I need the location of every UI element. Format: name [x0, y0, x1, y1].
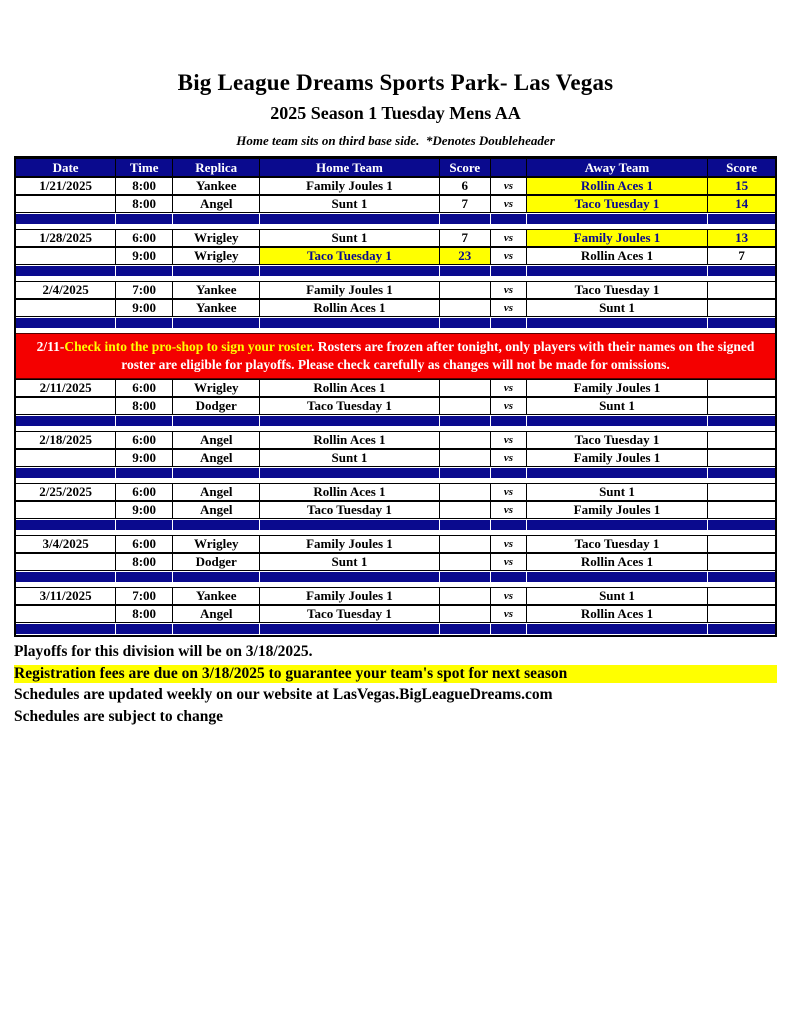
spacer-row: [16, 467, 775, 479]
vs-label: vs: [491, 483, 527, 501]
home-score: 7: [440, 229, 492, 247]
game-replica: Dodger: [173, 397, 260, 415]
game-date: 2/18/2025: [16, 431, 116, 449]
page-title: Big League Dreams Sports Park- Las Vegas: [177, 70, 614, 95]
home-score: [440, 281, 492, 299]
game-date: 2/4/2025: [16, 281, 116, 299]
header-away-team: Away Team: [527, 158, 708, 177]
page-subtitle: 2025 Season 1 Tuesday Mens AA: [270, 103, 521, 123]
game-replica: Yankee: [173, 587, 260, 605]
game-row: [16, 281, 775, 299]
away-score-winner: 14: [708, 195, 775, 213]
game-row: [16, 195, 775, 213]
game-replica: Angel: [173, 195, 260, 213]
game-date: 1/21/2025: [16, 177, 116, 195]
game-time: 6:00: [116, 431, 173, 449]
registration-note: Registration fees are due on 3/18/2025 to guarantee your team's spot for next season: [14, 665, 777, 684]
game-date: [16, 299, 116, 317]
website-note: Schedules are updated weekly on our website at LasVegas.BigLeagueDreams.com: [14, 686, 553, 704]
away-team: Sunt 1: [527, 299, 708, 317]
away-score: [708, 553, 775, 571]
away-team: Rollin Aces 1: [527, 605, 708, 623]
vs-label: vs: [491, 195, 527, 213]
game-row: [16, 449, 775, 467]
spacer-row: [16, 519, 775, 531]
away-score-winner: 13: [708, 229, 775, 247]
away-score: [708, 449, 775, 467]
game-row: [16, 605, 775, 623]
home-score: [440, 299, 492, 317]
schedule-note: Home team sits on third base side. *Denotes Doubleheader: [236, 133, 555, 148]
game-replica: Angel: [173, 605, 260, 623]
away-team: Taco Tuesday 1: [527, 431, 708, 449]
game-date: 3/11/2025: [16, 587, 116, 605]
game-time: 9:00: [116, 299, 173, 317]
game-time: 6:00: [116, 535, 173, 553]
vs-label: vs: [491, 587, 527, 605]
game-replica: Yankee: [173, 177, 260, 195]
away-team: Rollin Aces 1: [527, 247, 708, 265]
home-team: Sunt 1: [260, 449, 439, 467]
vs-label: vs: [491, 177, 527, 195]
game-replica: Yankee: [173, 281, 260, 299]
home-score: [440, 397, 492, 415]
game-row: [16, 501, 775, 519]
header-home-score: Score: [440, 158, 492, 177]
subject-to-change-note: Schedules are subject to change: [14, 708, 223, 726]
vs-label: vs: [491, 535, 527, 553]
away-team-winner: Taco Tuesday 1: [527, 195, 708, 213]
game-replica: Angel: [173, 501, 260, 519]
home-team: Rollin Aces 1: [260, 379, 439, 397]
away-score: 7: [708, 247, 775, 265]
game-replica: Yankee: [173, 299, 260, 317]
away-score: [708, 281, 775, 299]
home-team: Sunt 1: [260, 229, 439, 247]
game-row: [16, 483, 775, 501]
vs-label: vs: [491, 605, 527, 623]
home-score: [440, 501, 492, 519]
spacer-row: [16, 623, 775, 635]
vs-label: vs: [491, 501, 527, 519]
away-team: Rollin Aces 1: [527, 553, 708, 571]
home-score: 7: [440, 195, 492, 213]
home-score: 6: [440, 177, 492, 195]
game-time: 9:00: [116, 449, 173, 467]
game-date: 2/25/2025: [16, 483, 116, 501]
banner-highlight-text: Check into the pro-shop to sign your roster: [64, 339, 312, 354]
home-team: Rollin Aces 1: [260, 431, 439, 449]
home-score: [440, 379, 492, 397]
spacer-row: [16, 213, 775, 225]
game-time: 6:00: [116, 483, 173, 501]
home-team: Sunt 1: [260, 195, 439, 213]
vs-label: vs: [491, 299, 527, 317]
game-replica: Angel: [173, 431, 260, 449]
home-team-winner: Taco Tuesday 1: [260, 247, 439, 265]
header-away-score: Score: [708, 158, 775, 177]
home-team: Rollin Aces 1: [260, 483, 439, 501]
footer-notes: [0, 643, 791, 728]
game-time: 6:00: [116, 229, 173, 247]
header-replica: Replica: [173, 158, 260, 177]
game-replica: Angel: [173, 483, 260, 501]
away-score: [708, 299, 775, 317]
home-team: Family Joules 1: [260, 177, 439, 195]
away-team: Sunt 1: [527, 587, 708, 605]
game-date: [16, 195, 116, 213]
game-date: [16, 605, 116, 623]
spacer-row: [16, 265, 775, 277]
header-time: Time: [116, 158, 173, 177]
game-time: 9:00: [116, 501, 173, 519]
header-vs: [491, 158, 527, 177]
game-date: [16, 247, 116, 265]
game-replica: Wrigley: [173, 247, 260, 265]
away-team: Family Joules 1: [527, 379, 708, 397]
away-team: Family Joules 1: [527, 501, 708, 519]
vs-label: vs: [491, 281, 527, 299]
away-team-winner: Rollin Aces 1: [527, 177, 708, 195]
away-score: [708, 587, 775, 605]
home-score: [440, 587, 492, 605]
banner-date-prefix: 2/11-: [36, 339, 65, 354]
away-team: Family Joules 1: [527, 449, 708, 467]
vs-label: vs: [491, 247, 527, 265]
home-team: Taco Tuesday 1: [260, 397, 439, 415]
game-time: 7:00: [116, 281, 173, 299]
game-replica: Dodger: [173, 553, 260, 571]
game-time: 7:00: [116, 587, 173, 605]
away-team: Taco Tuesday 1: [527, 281, 708, 299]
away-team: Sunt 1: [527, 483, 708, 501]
game-time: 8:00: [116, 553, 173, 571]
home-team: Sunt 1: [260, 553, 439, 571]
home-team: Family Joules 1: [260, 587, 439, 605]
home-score: [440, 431, 492, 449]
game-date: [16, 449, 116, 467]
home-team: Rollin Aces 1: [260, 299, 439, 317]
home-score: [440, 553, 492, 571]
vs-label: vs: [491, 229, 527, 247]
away-score: [708, 379, 775, 397]
game-row: [16, 299, 775, 317]
home-score: [440, 449, 492, 467]
game-date: 3/4/2025: [16, 535, 116, 553]
game-row: [16, 553, 775, 571]
game-row: [16, 229, 775, 247]
spacer-row: [16, 415, 775, 427]
game-row: [16, 431, 775, 449]
home-team: Family Joules 1: [260, 281, 439, 299]
away-score: [708, 397, 775, 415]
away-score: [708, 605, 775, 623]
game-time: 8:00: [116, 605, 173, 623]
game-row: [16, 587, 775, 605]
game-row: [16, 535, 775, 553]
header-home-team: Home Team: [260, 158, 439, 177]
home-team: Family Joules 1: [260, 535, 439, 553]
game-time: 8:00: [116, 195, 173, 213]
game-time: 8:00: [116, 177, 173, 195]
home-score: [440, 483, 492, 501]
game-time: 9:00: [116, 247, 173, 265]
away-team: Taco Tuesday 1: [527, 535, 708, 553]
banner-rest-text: . Rosters are frozen after tonight, only players with their names on the signed roster are eligible for playoffs. Please check carefully as changes will not be made for omissions.: [121, 339, 755, 372]
home-team: Taco Tuesday 1: [260, 501, 439, 519]
away-team: Sunt 1: [527, 397, 708, 415]
away-score: [708, 431, 775, 449]
game-replica: Wrigley: [173, 229, 260, 247]
game-date: [16, 397, 116, 415]
vs-label: vs: [491, 397, 527, 415]
game-replica: Wrigley: [173, 535, 260, 553]
spacer-row: [16, 317, 775, 329]
home-score: [440, 605, 492, 623]
game-date: [16, 553, 116, 571]
vs-label: vs: [491, 431, 527, 449]
game-date: 2/11/2025: [16, 379, 116, 397]
vs-label: vs: [491, 449, 527, 467]
vs-label: vs: [491, 553, 527, 571]
away-score-winner: 15: [708, 177, 775, 195]
roster-freeze-banner: [16, 333, 775, 379]
away-score: [708, 501, 775, 519]
game-row: [16, 379, 775, 397]
game-date: [16, 501, 116, 519]
away-score: [708, 535, 775, 553]
spacer-row: [16, 571, 775, 583]
game-row: [16, 397, 775, 415]
game-row: [16, 177, 775, 195]
game-time: 8:00: [116, 397, 173, 415]
playoffs-note: Playoffs for this division will be on 3/18/2025.: [14, 642, 313, 660]
away-team-winner: Family Joules 1: [527, 229, 708, 247]
game-row: [16, 247, 775, 265]
schedule-table: [14, 156, 777, 637]
home-score-winner: 23: [440, 247, 492, 265]
vs-label: vs: [491, 379, 527, 397]
home-team: Taco Tuesday 1: [260, 605, 439, 623]
game-date: 1/28/2025: [16, 229, 116, 247]
header-date: Date: [16, 158, 116, 177]
game-time: 6:00: [116, 379, 173, 397]
home-score: [440, 535, 492, 553]
game-replica: Angel: [173, 449, 260, 467]
table-header-row: [16, 158, 775, 177]
away-score: [708, 483, 775, 501]
game-replica: Wrigley: [173, 379, 260, 397]
